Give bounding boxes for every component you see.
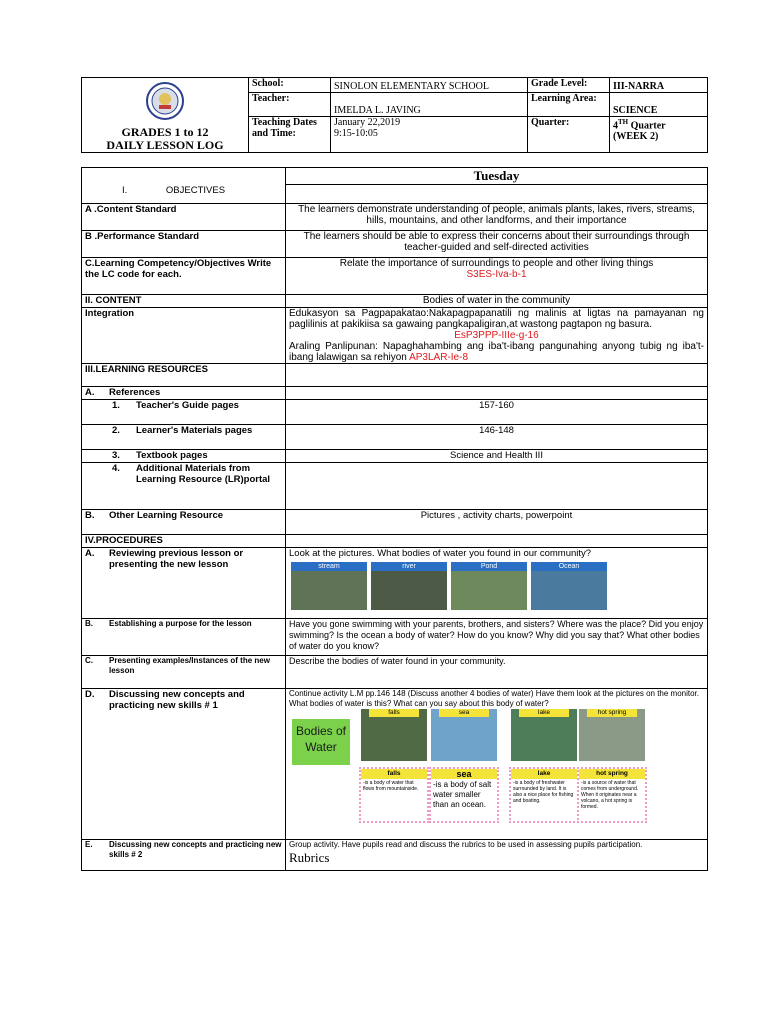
tb-value: Science and Health III xyxy=(286,449,708,462)
am-text: Additional Materials from Learning Resource (LR)portal xyxy=(136,462,271,485)
integration-cell xyxy=(286,307,708,363)
pc-text: Presenting examples/Instances of the new lesson xyxy=(109,655,270,675)
content-value: Bodies of water in the community xyxy=(286,294,708,307)
body-card-name: lake xyxy=(511,769,577,779)
procedure-c-label xyxy=(82,655,286,688)
teacher-value: IMELDA L. JAVING xyxy=(331,93,528,117)
pc-letter: C. xyxy=(85,655,93,665)
quarter-cell xyxy=(610,117,708,153)
tg-number: 1. xyxy=(112,399,120,411)
references-letter: A. xyxy=(85,386,95,398)
competency-cell xyxy=(286,257,708,294)
quarter-week: (WEEK 2) xyxy=(613,131,659,143)
procedure-d-value: Continue activity L.M pp.146 148 (Discuss another 4 bodies of water) Have them look at the pictures on the monitor. What bodies of water is this? What can you say about this body of water? xyxy=(289,688,699,708)
procedure-a-cell xyxy=(286,547,708,618)
pd-text: Discussing new concepts and practicing new skills # 1 xyxy=(109,688,245,711)
competency-value: Relate the importance of surroundings to people and other living things xyxy=(339,257,654,269)
body-photo-2 xyxy=(511,709,577,761)
day-blank xyxy=(82,168,286,185)
pb-text: Establishing a purpose for the lesson xyxy=(109,618,252,628)
dates-value-date: January 22,2019 xyxy=(334,117,401,129)
quarter-word: Quarter xyxy=(628,120,666,132)
procedure-b-value: Have you gone swimming with your parents, brothers, and sisters? Where was the place? Did you enjoy swimming? Is the ocean a body of water? How do you know? Why did you say that? What other bodies of water do you know? xyxy=(286,618,708,655)
tg-value: 157-160 xyxy=(286,399,708,424)
objectives-number: I. xyxy=(122,184,128,196)
body-card-name: sea xyxy=(431,769,497,779)
picture-caption: river xyxy=(371,562,447,571)
integration-esp-code: EsP3PPP-IIIe-g-16 xyxy=(454,329,539,341)
body-card-3 xyxy=(579,769,645,821)
picture-1 xyxy=(371,562,447,610)
integration-label: Integration xyxy=(82,307,286,363)
dates-value-time: 9:15-10:05 xyxy=(334,128,378,140)
picture-3 xyxy=(531,562,607,610)
pb-letter: B. xyxy=(85,618,93,628)
procedure-e-cell xyxy=(286,839,708,870)
header-table xyxy=(81,77,708,153)
teacher-label: Teacher: xyxy=(249,93,331,117)
procedure-e-label xyxy=(82,839,286,870)
picture-2 xyxy=(451,562,527,610)
picture-caption: Ocean xyxy=(531,562,607,571)
procedures-value xyxy=(286,534,708,547)
objectives-value xyxy=(286,185,708,204)
body-card-description: -is a source of water that comes from underground. When it originates near a volcano, a hot spring is formed. xyxy=(581,779,639,810)
tg-text: Teacher's Guide pages xyxy=(136,399,239,411)
olr-text: Other Learning Resource xyxy=(109,509,224,521)
body-card-name: falls xyxy=(361,769,427,779)
dates-cell xyxy=(331,117,528,153)
procedures-label: IV.PROCEDURES xyxy=(82,534,286,547)
content-standard-value: The learners demonstrate understanding of people, animals plants, lakes, rivers, streams, hills, mountains, and other landforms, and their importance xyxy=(286,203,708,230)
log-title-line1: GRADES 1 to 12 xyxy=(121,125,209,139)
bodies-title-line2: Water xyxy=(305,739,337,754)
pa-text: Reviewing previous lesson or presenting the new lesson xyxy=(109,547,244,570)
olr-letter: B. xyxy=(85,509,95,521)
integration-ap: Araling Panlipunan: Napaghahambing ang iba't-ibang pangunahing anyong tubig ng iba't-ibang lalawigan sa rehiyon xyxy=(289,340,704,363)
body-card-1 xyxy=(431,769,497,821)
content-standard-label: A .Content Standard xyxy=(82,203,286,230)
picture-0 xyxy=(291,562,367,610)
lesson-table xyxy=(81,167,708,871)
competency-code: S3ES-Iva-b-1 xyxy=(466,268,527,280)
content-label: II. CONTENT xyxy=(82,294,286,307)
objectives-heading xyxy=(82,185,286,204)
body-photo-caption: hot spring xyxy=(587,709,637,717)
procedure-a-pictures xyxy=(291,562,704,610)
resources-label: III.LEARNING RESOURCES xyxy=(82,363,286,386)
procedure-a-label xyxy=(82,547,286,618)
tb-number: 3. xyxy=(112,449,120,461)
school-value: SINOLON ELEMENTARY SCHOOL xyxy=(331,78,528,93)
area-label: Learning Area: xyxy=(528,93,610,117)
resources-value xyxy=(286,363,708,386)
integration-esp: Edukasyon sa Pagpapakatao:Nakapagpapanatili ng malinis at ligtas na pamayanan ng paglilinis at pakikiisa sa gawaing pangkapaligiran,at wastong pagtapon ng basura. xyxy=(289,307,704,330)
performance-standard-label: B .Performance Standard xyxy=(82,230,286,257)
quarter-number: 4 xyxy=(613,120,618,132)
lm-label xyxy=(82,424,286,449)
deped-seal-icon xyxy=(134,80,196,122)
school-label: School: xyxy=(249,78,331,93)
procedure-d-cell xyxy=(286,688,708,839)
bodies-title-line1: Bodies of xyxy=(295,723,347,738)
lm-value: 146-148 xyxy=(286,424,708,449)
body-card-name: hot spring xyxy=(579,769,645,779)
additional-materials-label xyxy=(82,462,286,509)
pe-text: Discussing new concepts and practicing new skills # 2 xyxy=(109,839,282,859)
picture-caption: Pond xyxy=(451,562,527,571)
references-text: References xyxy=(109,386,161,398)
bodies-of-water-title xyxy=(292,719,350,765)
quarter-label: Quarter: xyxy=(528,117,610,153)
tb-text: Textbook pages xyxy=(136,449,208,461)
lm-text: Learner's Materials pages xyxy=(136,424,253,436)
procedure-a-value: Look at the pictures. What bodies of water you found in our community? xyxy=(289,547,592,559)
dates-label: Teaching Dates and Time: xyxy=(249,117,331,153)
body-photo-caption: falls xyxy=(369,709,419,717)
grade-label: Grade Level: xyxy=(528,78,610,93)
body-photo-0 xyxy=(361,709,427,761)
tb-label xyxy=(82,449,286,462)
tg-label xyxy=(82,399,286,424)
procedure-b-label xyxy=(82,618,286,655)
lm-number: 2. xyxy=(112,424,120,436)
body-card-0 xyxy=(361,769,427,821)
references-label xyxy=(82,386,286,399)
other-resource-value: Pictures , activity charts, powerpoint xyxy=(286,509,708,534)
procedure-e-value: Group activity. Have pupils read and discuss the rubrics to be used in assessing pupils participation. xyxy=(289,839,643,849)
picture-caption: stream xyxy=(291,562,367,571)
day-heading: Tuesday xyxy=(286,168,708,185)
objectives-label: OBJECTIVES xyxy=(165,184,226,196)
body-photo-caption: lake xyxy=(519,709,569,717)
pe-letter: E. xyxy=(85,839,93,849)
body-card-description: -is a body of freshwater surrounded by land. It is also a nice place for fishing and boating. xyxy=(513,779,574,804)
body-photo-3 xyxy=(579,709,645,761)
pa-letter: A. xyxy=(85,547,95,559)
log-title-line2: DAILY LESSON LOG xyxy=(106,138,224,152)
area-value: SCIENCE xyxy=(610,93,708,117)
pd-letter: D. xyxy=(85,688,95,700)
competency-label: C.Learning Competency/Objectives Write the LC code for each. xyxy=(82,257,286,294)
procedure-c-value: Describe the bodies of water found in your community. xyxy=(286,655,708,688)
body-card-2 xyxy=(511,769,577,821)
bodies-of-water-slide xyxy=(289,709,704,839)
am-number: 4. xyxy=(112,462,120,474)
other-resource-label xyxy=(82,509,286,534)
integration-ap-code: AP3LAR-Ie-8 xyxy=(409,351,469,363)
performance-standard-value: The learners should be able to express their concerns about their surroundings through teacher-guided and self-directed activities xyxy=(286,230,708,257)
body-card-description: -is a body of salt water smaller than an ocean. xyxy=(433,779,492,809)
rubrics-heading: Rubrics xyxy=(289,849,330,865)
references-value xyxy=(286,386,708,399)
quarter-suffix: TH xyxy=(618,118,629,127)
body-card-description: -is a body of water that flows from mountainside. xyxy=(363,779,419,792)
procedure-d-label xyxy=(82,688,286,839)
additional-materials-value xyxy=(286,462,708,509)
body-photo-caption: sea xyxy=(439,709,489,717)
grade-value: III-NARRA xyxy=(610,78,708,93)
body-photo-1 xyxy=(431,709,497,761)
logo-cell xyxy=(82,78,249,153)
